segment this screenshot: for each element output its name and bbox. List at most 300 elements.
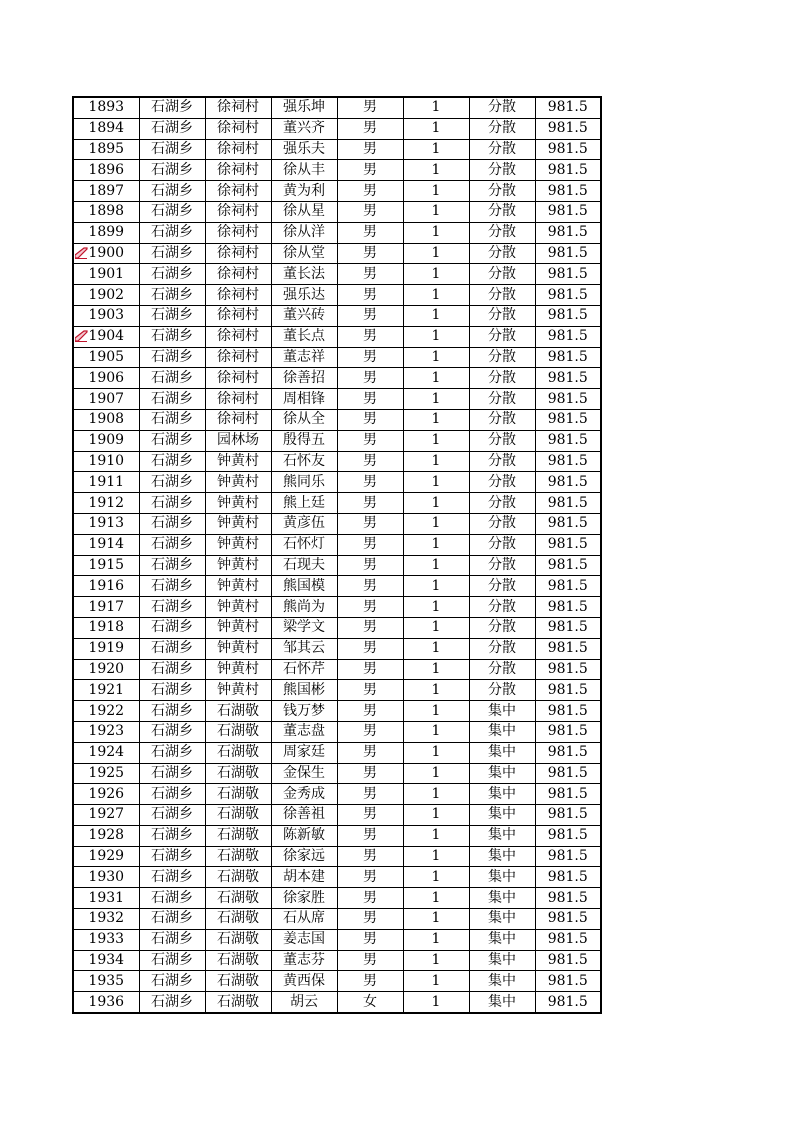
cell-gender[interactable] — [337, 701, 403, 722]
cell-amount[interactable] — [535, 825, 601, 846]
cell-name[interactable] — [271, 909, 337, 930]
cell-mode[interactable] — [469, 430, 535, 451]
cell-count[interactable] — [403, 576, 469, 597]
cell-township[interactable] — [139, 222, 205, 243]
cell-township[interactable] — [139, 659, 205, 680]
cell-name[interactable] — [271, 264, 337, 285]
cell-village[interactable] — [205, 513, 271, 534]
cell-village[interactable] — [205, 784, 271, 805]
cell-name[interactable] — [271, 617, 337, 638]
cell-count[interactable] — [403, 763, 469, 784]
cell-mode[interactable] — [469, 118, 535, 139]
cell-amount[interactable] — [535, 430, 601, 451]
cell-count[interactable] — [403, 472, 469, 493]
cell-village[interactable] — [205, 264, 271, 285]
cell-amount[interactable] — [535, 888, 601, 909]
cell-gender[interactable] — [337, 160, 403, 181]
cell-gender[interactable] — [337, 721, 403, 742]
cell-no[interactable] — [73, 139, 139, 160]
cell-gender[interactable] — [337, 576, 403, 597]
cell-township[interactable] — [139, 285, 205, 306]
cell-mode[interactable] — [469, 950, 535, 971]
cell-amount[interactable] — [535, 118, 601, 139]
cell-mode[interactable] — [469, 784, 535, 805]
cell-count[interactable] — [403, 181, 469, 202]
cell-mode[interactable] — [469, 597, 535, 618]
cell-count[interactable] — [403, 326, 469, 347]
cell-name[interactable] — [271, 534, 337, 555]
cell-gender[interactable] — [337, 763, 403, 784]
cell-gender[interactable] — [337, 909, 403, 930]
cell-village[interactable] — [205, 576, 271, 597]
cell-amount[interactable] — [535, 909, 601, 930]
cell-name[interactable] — [271, 222, 337, 243]
cell-name[interactable] — [271, 784, 337, 805]
cell-gender[interactable] — [337, 742, 403, 763]
cell-amount[interactable] — [535, 368, 601, 389]
cell-count[interactable] — [403, 680, 469, 701]
cell-no[interactable] — [73, 181, 139, 202]
cell-township[interactable] — [139, 201, 205, 222]
cell-no[interactable] — [73, 472, 139, 493]
cell-gender[interactable] — [337, 264, 403, 285]
cell-gender[interactable] — [337, 326, 403, 347]
cell-no[interactable] — [73, 285, 139, 306]
cell-name[interactable] — [271, 472, 337, 493]
cell-mode[interactable] — [469, 201, 535, 222]
cell-village[interactable] — [205, 909, 271, 930]
cell-amount[interactable] — [535, 929, 601, 950]
cell-amount[interactable] — [535, 285, 601, 306]
cell-township[interactable] — [139, 534, 205, 555]
cell-village[interactable] — [205, 451, 271, 472]
cell-township[interactable] — [139, 326, 205, 347]
cell-count[interactable] — [403, 929, 469, 950]
cell-gender[interactable] — [337, 867, 403, 888]
cell-village[interactable] — [205, 825, 271, 846]
cell-no[interactable] — [73, 264, 139, 285]
cell-name[interactable] — [271, 763, 337, 784]
cell-amount[interactable] — [535, 659, 601, 680]
cell-amount[interactable] — [535, 389, 601, 410]
cell-gender[interactable] — [337, 825, 403, 846]
cell-village[interactable] — [205, 326, 271, 347]
cell-no[interactable] — [73, 721, 139, 742]
cell-mode[interactable] — [469, 451, 535, 472]
cell-amount[interactable] — [535, 160, 601, 181]
cell-count[interactable] — [403, 243, 469, 264]
cell-gender[interactable] — [337, 929, 403, 950]
cell-gender[interactable] — [337, 950, 403, 971]
cell-name[interactable] — [271, 243, 337, 264]
cell-name[interactable] — [271, 721, 337, 742]
comment-note-icon[interactable] — [75, 247, 88, 259]
cell-village[interactable] — [205, 742, 271, 763]
cell-mode[interactable] — [469, 680, 535, 701]
cell-village[interactable] — [205, 368, 271, 389]
cell-count[interactable] — [403, 513, 469, 534]
cell-gender[interactable] — [337, 784, 403, 805]
cell-gender[interactable] — [337, 680, 403, 701]
cell-amount[interactable] — [535, 784, 601, 805]
cell-count[interactable] — [403, 201, 469, 222]
cell-village[interactable] — [205, 555, 271, 576]
cell-mode[interactable] — [469, 160, 535, 181]
cell-township[interactable] — [139, 160, 205, 181]
cell-township[interactable] — [139, 971, 205, 992]
cell-name[interactable] — [271, 950, 337, 971]
cell-township[interactable] — [139, 888, 205, 909]
cell-amount[interactable] — [535, 638, 601, 659]
cell-count[interactable] — [403, 617, 469, 638]
cell-name[interactable] — [271, 867, 337, 888]
cell-no[interactable] — [73, 659, 139, 680]
cell-no[interactable] — [73, 160, 139, 181]
cell-township[interactable] — [139, 846, 205, 867]
cell-count[interactable] — [403, 264, 469, 285]
cell-no[interactable] — [73, 784, 139, 805]
cell-village[interactable] — [205, 160, 271, 181]
cell-gender[interactable] — [337, 555, 403, 576]
cell-gender[interactable] — [337, 368, 403, 389]
cell-no[interactable] — [73, 888, 139, 909]
cell-gender[interactable] — [337, 805, 403, 826]
cell-village[interactable] — [205, 389, 271, 410]
cell-township[interactable] — [139, 701, 205, 722]
cell-mode[interactable] — [469, 181, 535, 202]
cell-name[interactable] — [271, 576, 337, 597]
cell-mode[interactable] — [469, 846, 535, 867]
cell-village[interactable] — [205, 409, 271, 430]
cell-village[interactable] — [205, 950, 271, 971]
cell-village[interactable] — [205, 929, 271, 950]
cell-count[interactable] — [403, 160, 469, 181]
cell-count[interactable] — [403, 368, 469, 389]
cell-no[interactable] — [73, 243, 139, 264]
cell-township[interactable] — [139, 493, 205, 514]
cell-name[interactable] — [271, 181, 337, 202]
cell-village[interactable] — [205, 659, 271, 680]
cell-name[interactable] — [271, 555, 337, 576]
cell-no[interactable] — [73, 326, 139, 347]
cell-mode[interactable] — [469, 638, 535, 659]
cell-gender[interactable] — [337, 347, 403, 368]
cell-village[interactable] — [205, 430, 271, 451]
cell-no[interactable] — [73, 201, 139, 222]
cell-no[interactable] — [73, 971, 139, 992]
cell-amount[interactable] — [535, 326, 601, 347]
cell-township[interactable] — [139, 825, 205, 846]
cell-township[interactable] — [139, 742, 205, 763]
cell-mode[interactable] — [469, 326, 535, 347]
cell-mode[interactable] — [469, 701, 535, 722]
cell-count[interactable] — [403, 638, 469, 659]
cell-no[interactable] — [73, 929, 139, 950]
cell-no[interactable] — [73, 846, 139, 867]
cell-village[interactable] — [205, 493, 271, 514]
cell-township[interactable] — [139, 347, 205, 368]
cell-count[interactable] — [403, 597, 469, 618]
cell-township[interactable] — [139, 576, 205, 597]
cell-township[interactable] — [139, 992, 205, 1013]
cell-name[interactable] — [271, 701, 337, 722]
cell-name[interactable] — [271, 825, 337, 846]
cell-no[interactable] — [73, 576, 139, 597]
cell-mode[interactable] — [469, 742, 535, 763]
cell-township[interactable] — [139, 784, 205, 805]
cell-gender[interactable] — [337, 451, 403, 472]
cell-township[interactable] — [139, 929, 205, 950]
cell-count[interactable] — [403, 784, 469, 805]
cell-name[interactable] — [271, 389, 337, 410]
cell-no[interactable] — [73, 763, 139, 784]
cell-mode[interactable] — [469, 305, 535, 326]
cell-name[interactable] — [271, 118, 337, 139]
cell-amount[interactable] — [535, 576, 601, 597]
cell-name[interactable] — [271, 638, 337, 659]
cell-count[interactable] — [403, 97, 469, 118]
cell-amount[interactable] — [535, 493, 601, 514]
cell-township[interactable] — [139, 243, 205, 264]
cell-amount[interactable] — [535, 805, 601, 826]
cell-no[interactable] — [73, 805, 139, 826]
cell-gender[interactable] — [337, 243, 403, 264]
cell-village[interactable] — [205, 701, 271, 722]
cell-no[interactable] — [73, 950, 139, 971]
cell-no[interactable] — [73, 347, 139, 368]
cell-township[interactable] — [139, 409, 205, 430]
cell-name[interactable] — [271, 888, 337, 909]
cell-count[interactable] — [403, 742, 469, 763]
cell-name[interactable] — [271, 846, 337, 867]
cell-name[interactable] — [271, 160, 337, 181]
cell-village[interactable] — [205, 805, 271, 826]
cell-mode[interactable] — [469, 992, 535, 1013]
cell-mode[interactable] — [469, 555, 535, 576]
cell-name[interactable] — [271, 971, 337, 992]
cell-count[interactable] — [403, 825, 469, 846]
cell-name[interactable] — [271, 305, 337, 326]
cell-no[interactable] — [73, 97, 139, 118]
cell-name[interactable] — [271, 597, 337, 618]
cell-township[interactable] — [139, 909, 205, 930]
cell-amount[interactable] — [535, 222, 601, 243]
cell-amount[interactable] — [535, 534, 601, 555]
cell-township[interactable] — [139, 368, 205, 389]
cell-mode[interactable] — [469, 513, 535, 534]
cell-amount[interactable] — [535, 305, 601, 326]
cell-count[interactable] — [403, 285, 469, 306]
cell-village[interactable] — [205, 347, 271, 368]
cell-mode[interactable] — [469, 472, 535, 493]
cell-name[interactable] — [271, 326, 337, 347]
cell-township[interactable] — [139, 555, 205, 576]
cell-amount[interactable] — [535, 347, 601, 368]
cell-gender[interactable] — [337, 493, 403, 514]
cell-mode[interactable] — [469, 888, 535, 909]
cell-name[interactable] — [271, 929, 337, 950]
cell-amount[interactable] — [535, 597, 601, 618]
cell-name[interactable] — [271, 805, 337, 826]
cell-amount[interactable] — [535, 992, 601, 1013]
cell-count[interactable] — [403, 493, 469, 514]
cell-amount[interactable] — [535, 971, 601, 992]
cell-mode[interactable] — [469, 222, 535, 243]
cell-count[interactable] — [403, 867, 469, 888]
cell-no[interactable] — [73, 825, 139, 846]
cell-township[interactable] — [139, 181, 205, 202]
cell-no[interactable] — [73, 389, 139, 410]
cell-no[interactable] — [73, 513, 139, 534]
cell-village[interactable] — [205, 472, 271, 493]
cell-gender[interactable] — [337, 285, 403, 306]
cell-amount[interactable] — [535, 409, 601, 430]
cell-name[interactable] — [271, 201, 337, 222]
cell-village[interactable] — [205, 181, 271, 202]
cell-count[interactable] — [403, 139, 469, 160]
cell-village[interactable] — [205, 680, 271, 701]
cell-amount[interactable] — [535, 950, 601, 971]
cell-amount[interactable] — [535, 680, 601, 701]
cell-count[interactable] — [403, 305, 469, 326]
cell-count[interactable] — [403, 534, 469, 555]
cell-count[interactable] — [403, 992, 469, 1013]
cell-gender[interactable] — [337, 97, 403, 118]
cell-no[interactable] — [73, 992, 139, 1013]
cell-gender[interactable] — [337, 472, 403, 493]
cell-count[interactable] — [403, 222, 469, 243]
cell-gender[interactable] — [337, 617, 403, 638]
cell-count[interactable] — [403, 909, 469, 930]
cell-amount[interactable] — [535, 264, 601, 285]
cell-gender[interactable] — [337, 638, 403, 659]
cell-amount[interactable] — [535, 451, 601, 472]
cell-count[interactable] — [403, 701, 469, 722]
cell-village[interactable] — [205, 201, 271, 222]
cell-village[interactable] — [205, 534, 271, 555]
cell-name[interactable] — [271, 513, 337, 534]
cell-village[interactable] — [205, 243, 271, 264]
cell-no[interactable] — [73, 305, 139, 326]
cell-count[interactable] — [403, 971, 469, 992]
cell-no[interactable] — [73, 638, 139, 659]
cell-village[interactable] — [205, 721, 271, 742]
cell-township[interactable] — [139, 867, 205, 888]
cell-gender[interactable] — [337, 888, 403, 909]
cell-no[interactable] — [73, 430, 139, 451]
cell-amount[interactable] — [535, 97, 601, 118]
cell-amount[interactable] — [535, 763, 601, 784]
cell-count[interactable] — [403, 555, 469, 576]
cell-mode[interactable] — [469, 617, 535, 638]
cell-name[interactable] — [271, 285, 337, 306]
cell-gender[interactable] — [337, 305, 403, 326]
cell-village[interactable] — [205, 971, 271, 992]
comment-note-icon[interactable] — [75, 330, 88, 342]
cell-gender[interactable] — [337, 201, 403, 222]
cell-gender[interactable] — [337, 181, 403, 202]
cell-mode[interactable] — [469, 264, 535, 285]
cell-no[interactable] — [73, 701, 139, 722]
cell-township[interactable] — [139, 139, 205, 160]
cell-mode[interactable] — [469, 929, 535, 950]
cell-no[interactable] — [73, 368, 139, 389]
cell-amount[interactable] — [535, 617, 601, 638]
cell-name[interactable] — [271, 139, 337, 160]
cell-mode[interactable] — [469, 909, 535, 930]
cell-mode[interactable] — [469, 763, 535, 784]
cell-amount[interactable] — [535, 139, 601, 160]
cell-township[interactable] — [139, 617, 205, 638]
cell-mode[interactable] — [469, 971, 535, 992]
cell-gender[interactable] — [337, 409, 403, 430]
cell-gender[interactable] — [337, 597, 403, 618]
cell-count[interactable] — [403, 805, 469, 826]
cell-mode[interactable] — [469, 867, 535, 888]
cell-village[interactable] — [205, 222, 271, 243]
cell-name[interactable] — [271, 430, 337, 451]
cell-amount[interactable] — [535, 243, 601, 264]
cell-mode[interactable] — [469, 389, 535, 410]
cell-name[interactable] — [271, 409, 337, 430]
cell-village[interactable] — [205, 888, 271, 909]
cell-village[interactable] — [205, 846, 271, 867]
cell-township[interactable] — [139, 430, 205, 451]
cell-village[interactable] — [205, 285, 271, 306]
cell-name[interactable] — [271, 680, 337, 701]
cell-mode[interactable] — [469, 97, 535, 118]
cell-name[interactable] — [271, 742, 337, 763]
cell-mode[interactable] — [469, 409, 535, 430]
cell-township[interactable] — [139, 264, 205, 285]
cell-township[interactable] — [139, 472, 205, 493]
cell-count[interactable] — [403, 846, 469, 867]
cell-no[interactable] — [73, 555, 139, 576]
cell-amount[interactable] — [535, 472, 601, 493]
cell-mode[interactable] — [469, 285, 535, 306]
cell-mode[interactable] — [469, 576, 535, 597]
cell-village[interactable] — [205, 305, 271, 326]
cell-village[interactable] — [205, 992, 271, 1013]
cell-gender[interactable] — [337, 659, 403, 680]
cell-count[interactable] — [403, 950, 469, 971]
cell-township[interactable] — [139, 305, 205, 326]
cell-township[interactable] — [139, 638, 205, 659]
cell-count[interactable] — [403, 451, 469, 472]
cell-township[interactable] — [139, 513, 205, 534]
cell-gender[interactable] — [337, 430, 403, 451]
cell-name[interactable] — [271, 992, 337, 1013]
cell-village[interactable] — [205, 638, 271, 659]
cell-mode[interactable] — [469, 347, 535, 368]
cell-no[interactable] — [73, 451, 139, 472]
cell-no[interactable] — [73, 597, 139, 618]
cell-name[interactable] — [271, 97, 337, 118]
cell-count[interactable] — [403, 347, 469, 368]
cell-township[interactable] — [139, 763, 205, 784]
cell-gender[interactable] — [337, 139, 403, 160]
cell-name[interactable] — [271, 451, 337, 472]
cell-township[interactable] — [139, 597, 205, 618]
cell-amount[interactable] — [535, 555, 601, 576]
cell-gender[interactable] — [337, 118, 403, 139]
cell-no[interactable] — [73, 909, 139, 930]
cell-gender[interactable] — [337, 971, 403, 992]
cell-no[interactable] — [73, 493, 139, 514]
cell-township[interactable] — [139, 805, 205, 826]
cell-amount[interactable] — [535, 201, 601, 222]
cell-name[interactable] — [271, 347, 337, 368]
